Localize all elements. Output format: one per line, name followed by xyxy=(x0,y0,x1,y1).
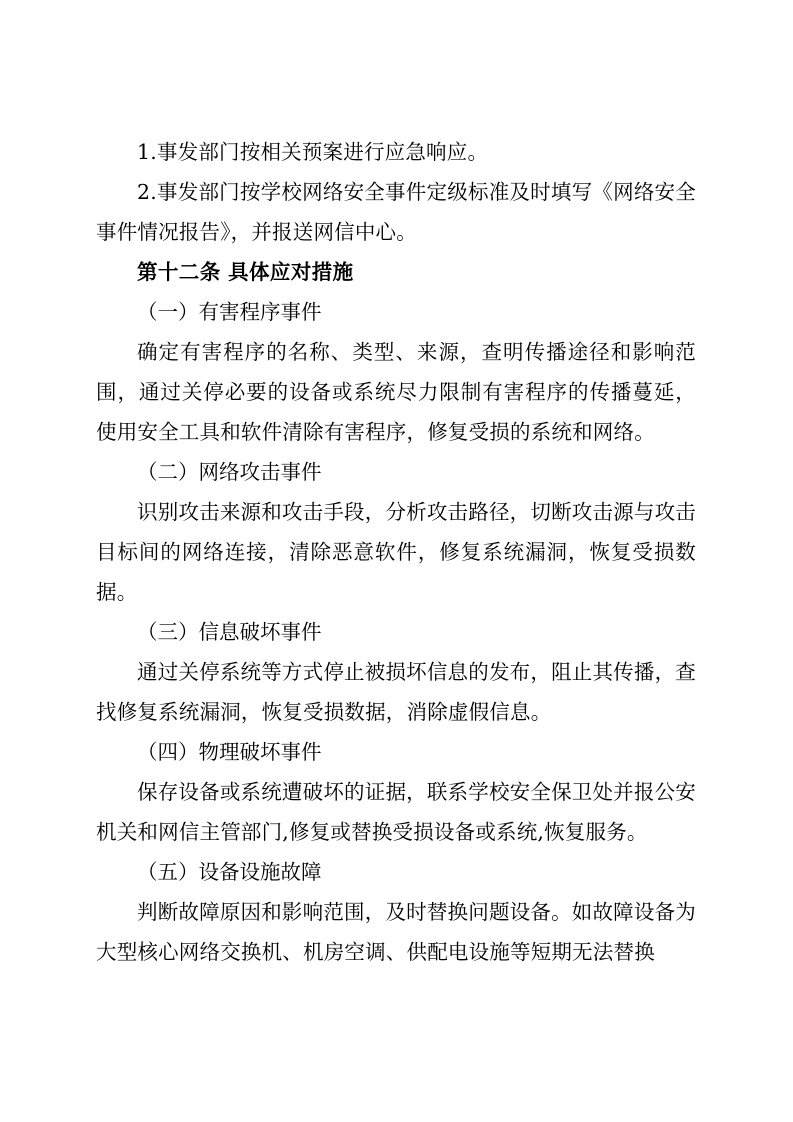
section-3-title: （三）信息破坏事件 xyxy=(137,620,322,644)
item-1: 1.事发部门按相关预案进行应急响应。 xyxy=(137,140,489,164)
article-12-heading: 第十二条 具体应对措施 xyxy=(137,260,354,284)
section-5-body: 判断故障原因和影响范围，及时替换问题设备。如故障设备为大型核心网络交换机、机房空调、供配电设施等短期无法替换 xyxy=(96,900,696,964)
section-1-title: （一）有害程序事件 xyxy=(137,300,322,324)
section-1-body: 确定有害程序的名称、类型、来源，查明传播途径和影响范围，通过关停必要的设备或系统尽力限制有害程序的传播蔓延，使用安全工具和软件清除有害程序，修复受损的系统和网络。 xyxy=(96,340,696,444)
section-3-body: 通过关停系统等方式停止被损坏信息的发布，阻止其传播，查找修复系统漏洞，恢复受损数据，消除虚假信息。 xyxy=(96,660,696,724)
section-2-title: （二）网络攻击事件 xyxy=(137,460,322,484)
section-2-body: 识别攻击来源和攻击手段，分析攻击路径，切断攻击源与攻击目标间的网络连接，清除恶意软件，修复系统漏洞，恢复受损数据。 xyxy=(96,500,696,604)
document-body xyxy=(96,132,696,972)
section-4-body: 保存设备或系统遭破坏的证据，联系学校安全保卫处并报公安机关和网信主管部门,修复或替换受损设备或系统,恢复服务。 xyxy=(96,780,696,844)
item-2: 2.事发部门按学校网络安全事件定级标准及时填写《网络安全事件情况报告》，并报送网信中心。 xyxy=(96,180,696,244)
section-4-title: （四）物理破坏事件 xyxy=(137,740,322,764)
section-5-title: （五）设备设施故障 xyxy=(137,860,322,884)
